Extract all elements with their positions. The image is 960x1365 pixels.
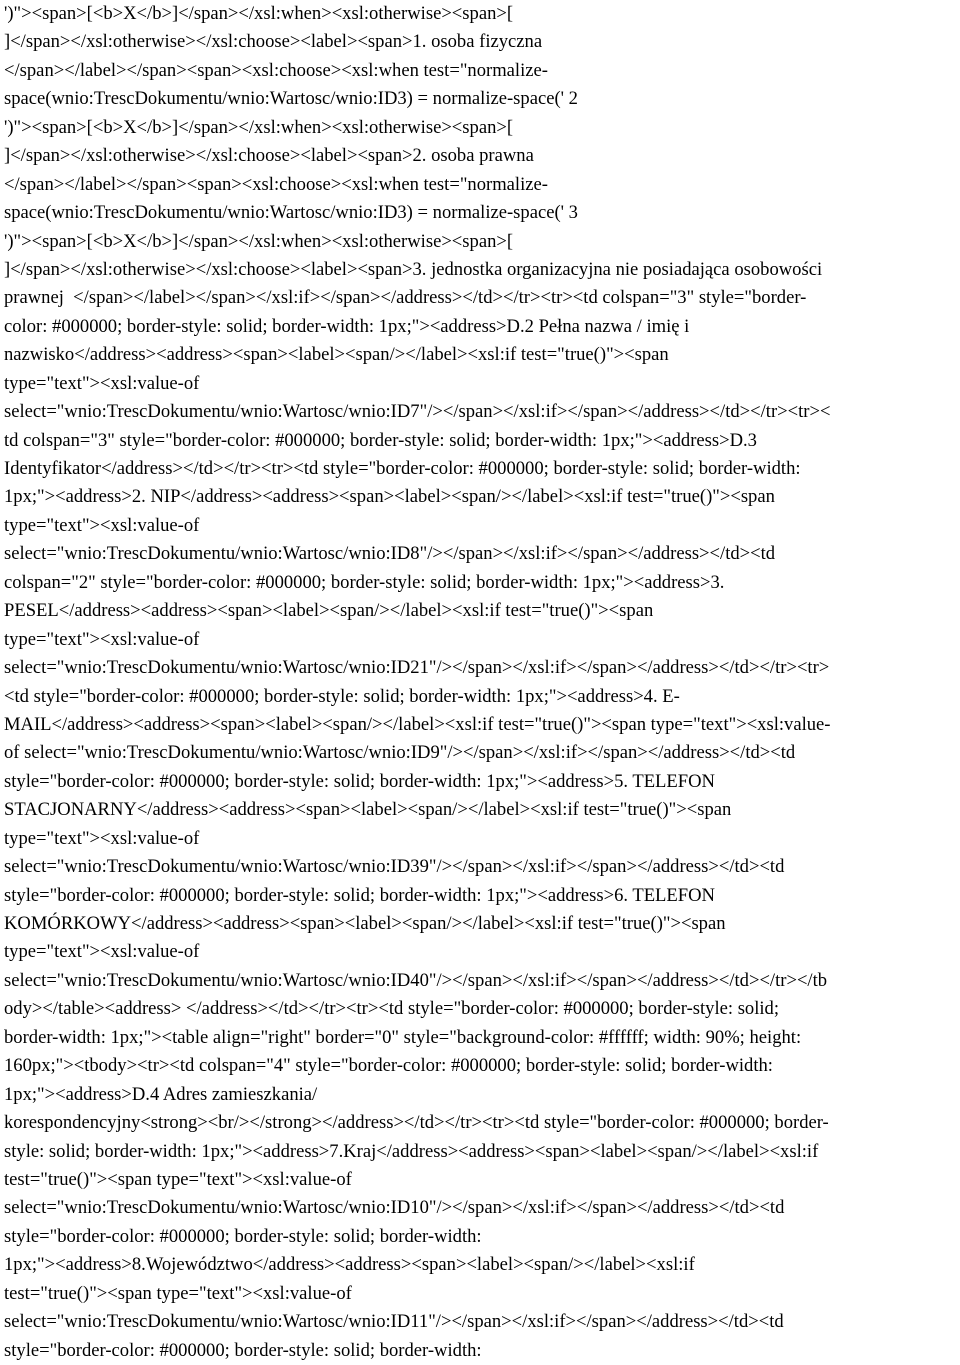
text-line: type="text"><xsl:value-of bbox=[4, 827, 200, 849]
text-line: space(wnio:TrescDokumentu/wnio:Wartosc/wnio:ID3) = normalize-space(' 3 bbox=[4, 202, 578, 224]
text-line: PESEL</address><address><span><label><span/></label><xsl:if test="true()"><span bbox=[4, 600, 654, 622]
text-line: select="wnio:TrescDokumentu/wnio:Wartosc/wnio:ID21"/></span></xsl:if></span></address></td></tr><tr> bbox=[4, 657, 830, 679]
text-line: style="border-color: #000000; border-style: solid; border-width: bbox=[4, 1225, 482, 1247]
text-line: ')"><span>[<b>X</b>]</span></xsl:when><xsl:otherwise><span>[ bbox=[4, 116, 514, 138]
text-line: 1px;"><address>D.4 Adres zamieszkania/ bbox=[4, 1083, 318, 1105]
text-line: color: #000000; border-style: solid; border-width: 1px;"><address>D.2 Pełna nazwa / imię i bbox=[4, 315, 690, 337]
text-line: style: solid; border-width: 1px;"><address>7.Kraj</address><address><span><label><span/></label><xsl:if bbox=[4, 1140, 819, 1162]
text-line: MAIL</address><address><span><label><span/></label><xsl:if test="true()"><span type="text"><xsl:value- bbox=[4, 713, 831, 735]
text-line: type="text"><xsl:value-of bbox=[4, 628, 200, 650]
text-line: select="wnio:TrescDokumentu/wnio:Wartosc/wnio:ID11"/></span></xsl:if></span></address></td><td bbox=[4, 1311, 784, 1333]
text-line: ')"><span>[<b>X</b>]</span></xsl:when><xsl:otherwise><span>[ bbox=[4, 3, 514, 24]
text-line: select="wnio:TrescDokumentu/wnio:Wartosc/wnio:ID7"/></span></xsl:if></span></address></td></tr><tr>< bbox=[4, 401, 831, 423]
text-line: type="text"><xsl:value-of bbox=[4, 941, 200, 963]
text-line: STACJONARNY</address><address><span><label><span/></label><xsl:if test="true()"><span bbox=[4, 799, 732, 821]
text-line: ]</span></xsl:otherwise></xsl:choose><label><span>1. osoba fizyczna bbox=[4, 31, 543, 53]
text-line: test="true()"><span type="text"><xsl:value-of bbox=[4, 1282, 352, 1304]
text-line: prawnej </span></label></span></xsl:if></span></address></td></tr><tr><td colspan="3" style="border- bbox=[4, 287, 807, 309]
text-line: </span></label></span><span><xsl:choose><xsl:when test="normalize- bbox=[4, 173, 548, 195]
text-line: border-width: 1px;"><table align="right" border="0" style="background-color: #ffffff; width: 90%; height: bbox=[4, 1026, 802, 1048]
text-line: type="text"><xsl:value-of bbox=[4, 372, 200, 394]
text-line: 1px;"><address>2. NIP</address><address><span><label><span/></label><xsl:if test="true()"><span bbox=[4, 486, 775, 508]
text-line: td colspan="3" style="border-color: #000000; border-style: solid; border-width: 1px;"><address>D.3 bbox=[4, 429, 757, 451]
text-line: Identyfikator</address></td></tr><tr><td style="border-color: #000000; border-style: solid; border-width: bbox=[4, 458, 801, 479]
text-line: of select="wnio:TrescDokumentu/wnio:Wartosc/wnio:ID9"/></span></xsl:if></span></address></td><td bbox=[4, 742, 796, 764]
text-line: style="border-color: #000000; border-style: solid; border-width: 1px;"><address>6. TELEFON bbox=[4, 884, 715, 906]
text-line: select="wnio:TrescDokumentu/wnio:Wartosc/wnio:ID10"/></span></xsl:if></span></address></td><td bbox=[4, 1197, 785, 1219]
text-line: ]</span></xsl:otherwise></xsl:choose><label><span>3. jednostka organizacyjna nie posiadająca osobowości bbox=[4, 258, 823, 280]
text-line: nazwisko</address><address><span><label><span/></label><xsl:if test="true()"><span bbox=[4, 344, 669, 366]
text-line: colspan="2" style="border-color: #000000; border-style: solid; border-width: 1px;"><address>3. bbox=[4, 571, 725, 593]
text-line: ')"><span>[<b>X</b>]</span></xsl:when><xsl:otherwise><span>[ bbox=[4, 230, 514, 252]
text-line: 160px;"><tbody><tr><td colspan="4" style="border-color: #000000; border-style: solid; border-width: bbox=[4, 1055, 773, 1077]
text-line: korespondencyjny<strong><br/></strong></address></td></tr><tr><td style="border-color: #000000; border- bbox=[4, 1112, 829, 1134]
text-line: select="wnio:TrescDokumentu/wnio:Wartosc/wnio:ID40"/></span></xsl:if></span></address></td></tr></tb bbox=[4, 969, 828, 991]
text-line: style="border-color: #000000; border-style: solid; border-width: 1px;"><address>5. TELEFON bbox=[4, 770, 715, 792]
text-line: 1px;"><address>8.Województwo</address><address><span><label><span/></label><xsl:if bbox=[4, 1254, 695, 1276]
text-line: style="border-color: #000000; border-style: solid; border-width: bbox=[4, 1339, 482, 1361]
text-line: select="wnio:TrescDokumentu/wnio:Wartosc/wnio:ID39"/></span></xsl:if></span></address></td><td bbox=[4, 856, 785, 878]
text-line: <td style="border-color: #000000; border-style: solid; border-width: 1px;"><address>4. E- bbox=[4, 685, 680, 707]
text-line: ]</span></xsl:otherwise></xsl:choose><label><span>2. osoba prawna bbox=[4, 145, 534, 167]
text-line: ody></table><address> </address></td></tr><tr><td style="border-color: #000000; border-style: solid; bbox=[4, 998, 780, 1020]
text-line: select="wnio:TrescDokumentu/wnio:Wartosc/wnio:ID8"/></span></xsl:if></span></address></td><td bbox=[4, 543, 776, 565]
text-line: KOMÓRKOWY</address><address><span><label><span/></label><xsl:if test="true()"><span bbox=[4, 913, 726, 934]
text-line: type="text"><xsl:value-of bbox=[4, 514, 200, 536]
text-line: space(wnio:TrescDokumentu/wnio:Wartosc/wnio:ID3) = normalize-space(' 2 bbox=[4, 88, 578, 110]
text-line: </span></label></span><span><xsl:choose><xsl:when test="normalize- bbox=[4, 59, 548, 81]
text-line: test="true()"><span type="text"><xsl:value-of bbox=[4, 1168, 352, 1190]
